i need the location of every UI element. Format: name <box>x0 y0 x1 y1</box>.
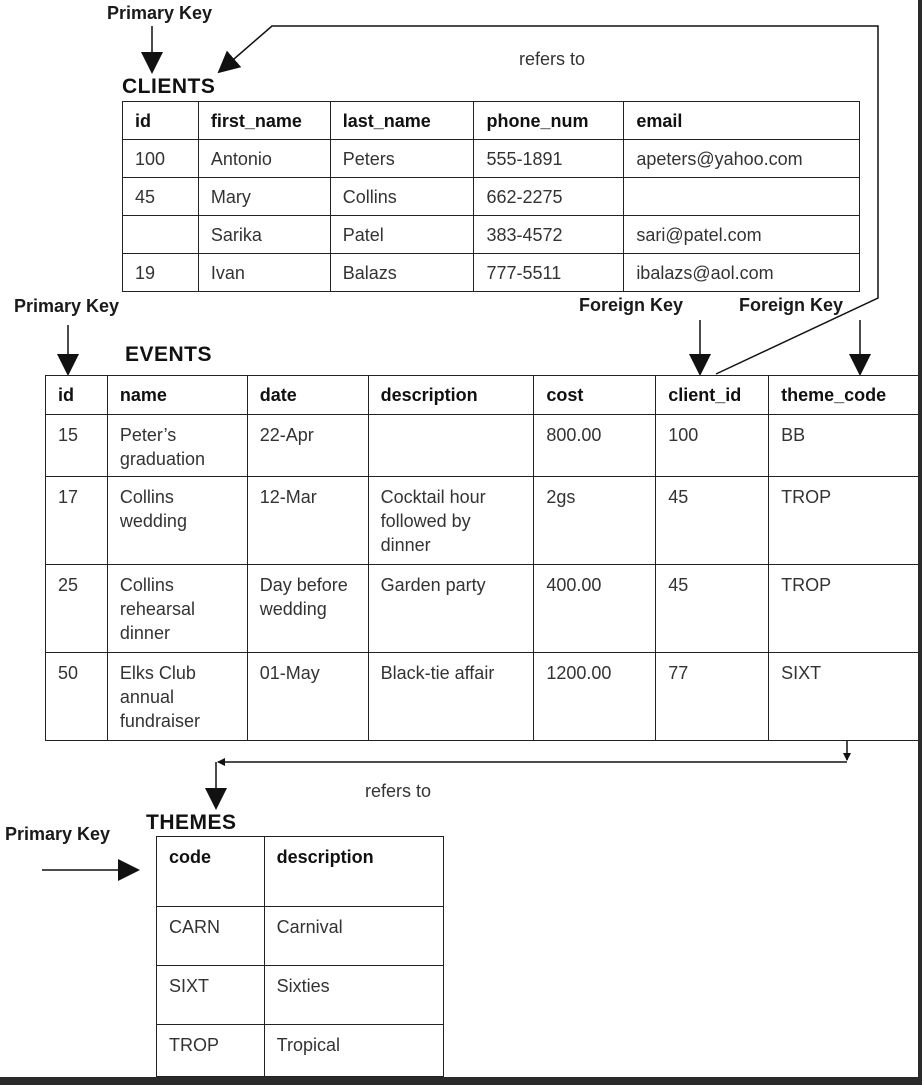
events-col-id: id <box>46 376 108 415</box>
cell-cost: 800.00 <box>534 415 656 477</box>
cell-cost: 400.00 <box>534 565 656 653</box>
cell-last-name: Patel <box>330 216 474 254</box>
cell-id: 17 <box>46 477 108 565</box>
themes-col-code: code <box>157 837 265 907</box>
table-row <box>157 966 444 1025</box>
cell-client-id: 45 <box>656 477 769 565</box>
table-row <box>157 1025 444 1077</box>
cell-code: SIXT <box>157 966 265 1025</box>
themes-col-description: description <box>264 837 443 907</box>
clients-table <box>122 101 860 292</box>
themes-table <box>156 836 444 1077</box>
table-row <box>123 254 860 292</box>
window-frame-right <box>918 0 922 1085</box>
cell-code: CARN <box>157 907 265 966</box>
cell-description: Garden party <box>368 565 534 653</box>
cell-description: Tropical <box>264 1025 443 1077</box>
themes-header-row <box>157 837 444 907</box>
cell-phone-num: 662-2275 <box>474 178 624 216</box>
cell-date: 01-May <box>247 653 368 741</box>
refers-to-label-clients: refers to <box>519 49 586 69</box>
primary-key-label-themes: Primary Key <box>5 824 111 844</box>
cell-email: ibalazs@aol.com <box>624 254 860 292</box>
table-row <box>46 477 919 565</box>
table-row <box>46 565 919 653</box>
foreign-key-label-theme-code: Foreign Key <box>739 295 844 315</box>
cell-first-name: Antonio <box>198 140 330 178</box>
table-row <box>46 415 919 477</box>
cell-id: 15 <box>46 415 108 477</box>
cell-description: Cocktail hour followed by dinner <box>368 477 534 565</box>
cell-client-id: 100 <box>656 415 769 477</box>
cell-email: apeters@yahoo.com <box>624 140 860 178</box>
window-frame-bottom <box>0 1077 922 1085</box>
cell-email: sari@patel.com <box>624 216 860 254</box>
table-row <box>123 140 860 178</box>
cell-id: 25 <box>46 565 108 653</box>
cell-email <box>624 178 860 216</box>
cell-first-name: Ivan <box>198 254 330 292</box>
clients-header-row <box>123 102 860 140</box>
cell-date: 12-Mar <box>247 477 368 565</box>
cell-id: 19 <box>123 254 199 292</box>
table-row <box>123 216 860 254</box>
cell-phone-num: 777-5511 <box>474 254 624 292</box>
table-row <box>157 907 444 966</box>
cell-phone-num: 383-4572 <box>474 216 624 254</box>
cell-name: Peter’s graduation <box>107 415 247 477</box>
primary-key-label-events: Primary Key <box>14 296 120 316</box>
clients-col-first-name: first_name <box>198 102 330 140</box>
events-col-theme-code: theme_code <box>769 376 918 415</box>
cell-description: Sixties <box>264 966 443 1025</box>
cell-theme-code: TROP <box>769 477 918 565</box>
clients-title: CLIENTS <box>122 75 216 98</box>
table-row <box>46 653 919 741</box>
clients-col-last-name: last_name <box>330 102 474 140</box>
clients-col-phone-num: phone_num <box>474 102 624 140</box>
cell-client-id: 45 <box>656 565 769 653</box>
cell-last-name: Peters <box>330 140 474 178</box>
foreign-key-label-client-id: Foreign Key <box>579 295 684 315</box>
events-title: EVENTS <box>125 343 213 366</box>
cell-id: 100 <box>123 140 199 178</box>
cell-theme-code: BB <box>769 415 918 477</box>
cell-name: Elks Club annual fundraiser <box>107 653 247 741</box>
cell-id <box>123 216 199 254</box>
cell-last-name: Balazs <box>330 254 474 292</box>
events-table <box>45 375 918 741</box>
cell-description <box>368 415 534 477</box>
clients-col-email: email <box>624 102 860 140</box>
events-col-cost: cost <box>534 376 656 415</box>
cell-code: TROP <box>157 1025 265 1077</box>
cell-theme-code: SIXT <box>769 653 918 741</box>
cell-description: Carnival <box>264 907 443 966</box>
cell-name: Collins rehearsal dinner <box>107 565 247 653</box>
cell-description: Black-tie affair <box>368 653 534 741</box>
cell-first-name: Sarika <box>198 216 330 254</box>
events-header-row <box>46 376 919 415</box>
events-col-description: description <box>368 376 534 415</box>
cell-id: 45 <box>123 178 199 216</box>
cell-first-name: Mary <box>198 178 330 216</box>
cell-client-id: 77 <box>656 653 769 741</box>
table-row <box>123 178 860 216</box>
clients-col-id: id <box>123 102 199 140</box>
cell-last-name: Collins <box>330 178 474 216</box>
primary-key-label-clients: Primary Key <box>107 3 213 23</box>
events-col-name: name <box>107 376 247 415</box>
cell-date: 22-Apr <box>247 415 368 477</box>
cell-cost: 1200.00 <box>534 653 656 741</box>
cell-theme-code: TROP <box>769 565 918 653</box>
events-col-client-id: client_id <box>656 376 769 415</box>
cell-id: 50 <box>46 653 108 741</box>
cell-cost: 2gs <box>534 477 656 565</box>
refers-to-label-themes: refers to <box>365 781 432 801</box>
events-col-date: date <box>247 376 368 415</box>
cell-date: Day before wedding <box>247 565 368 653</box>
themes-title: THEMES <box>146 811 237 834</box>
cell-phone-num: 555-1891 <box>474 140 624 178</box>
cell-name: Collins wedding <box>107 477 247 565</box>
